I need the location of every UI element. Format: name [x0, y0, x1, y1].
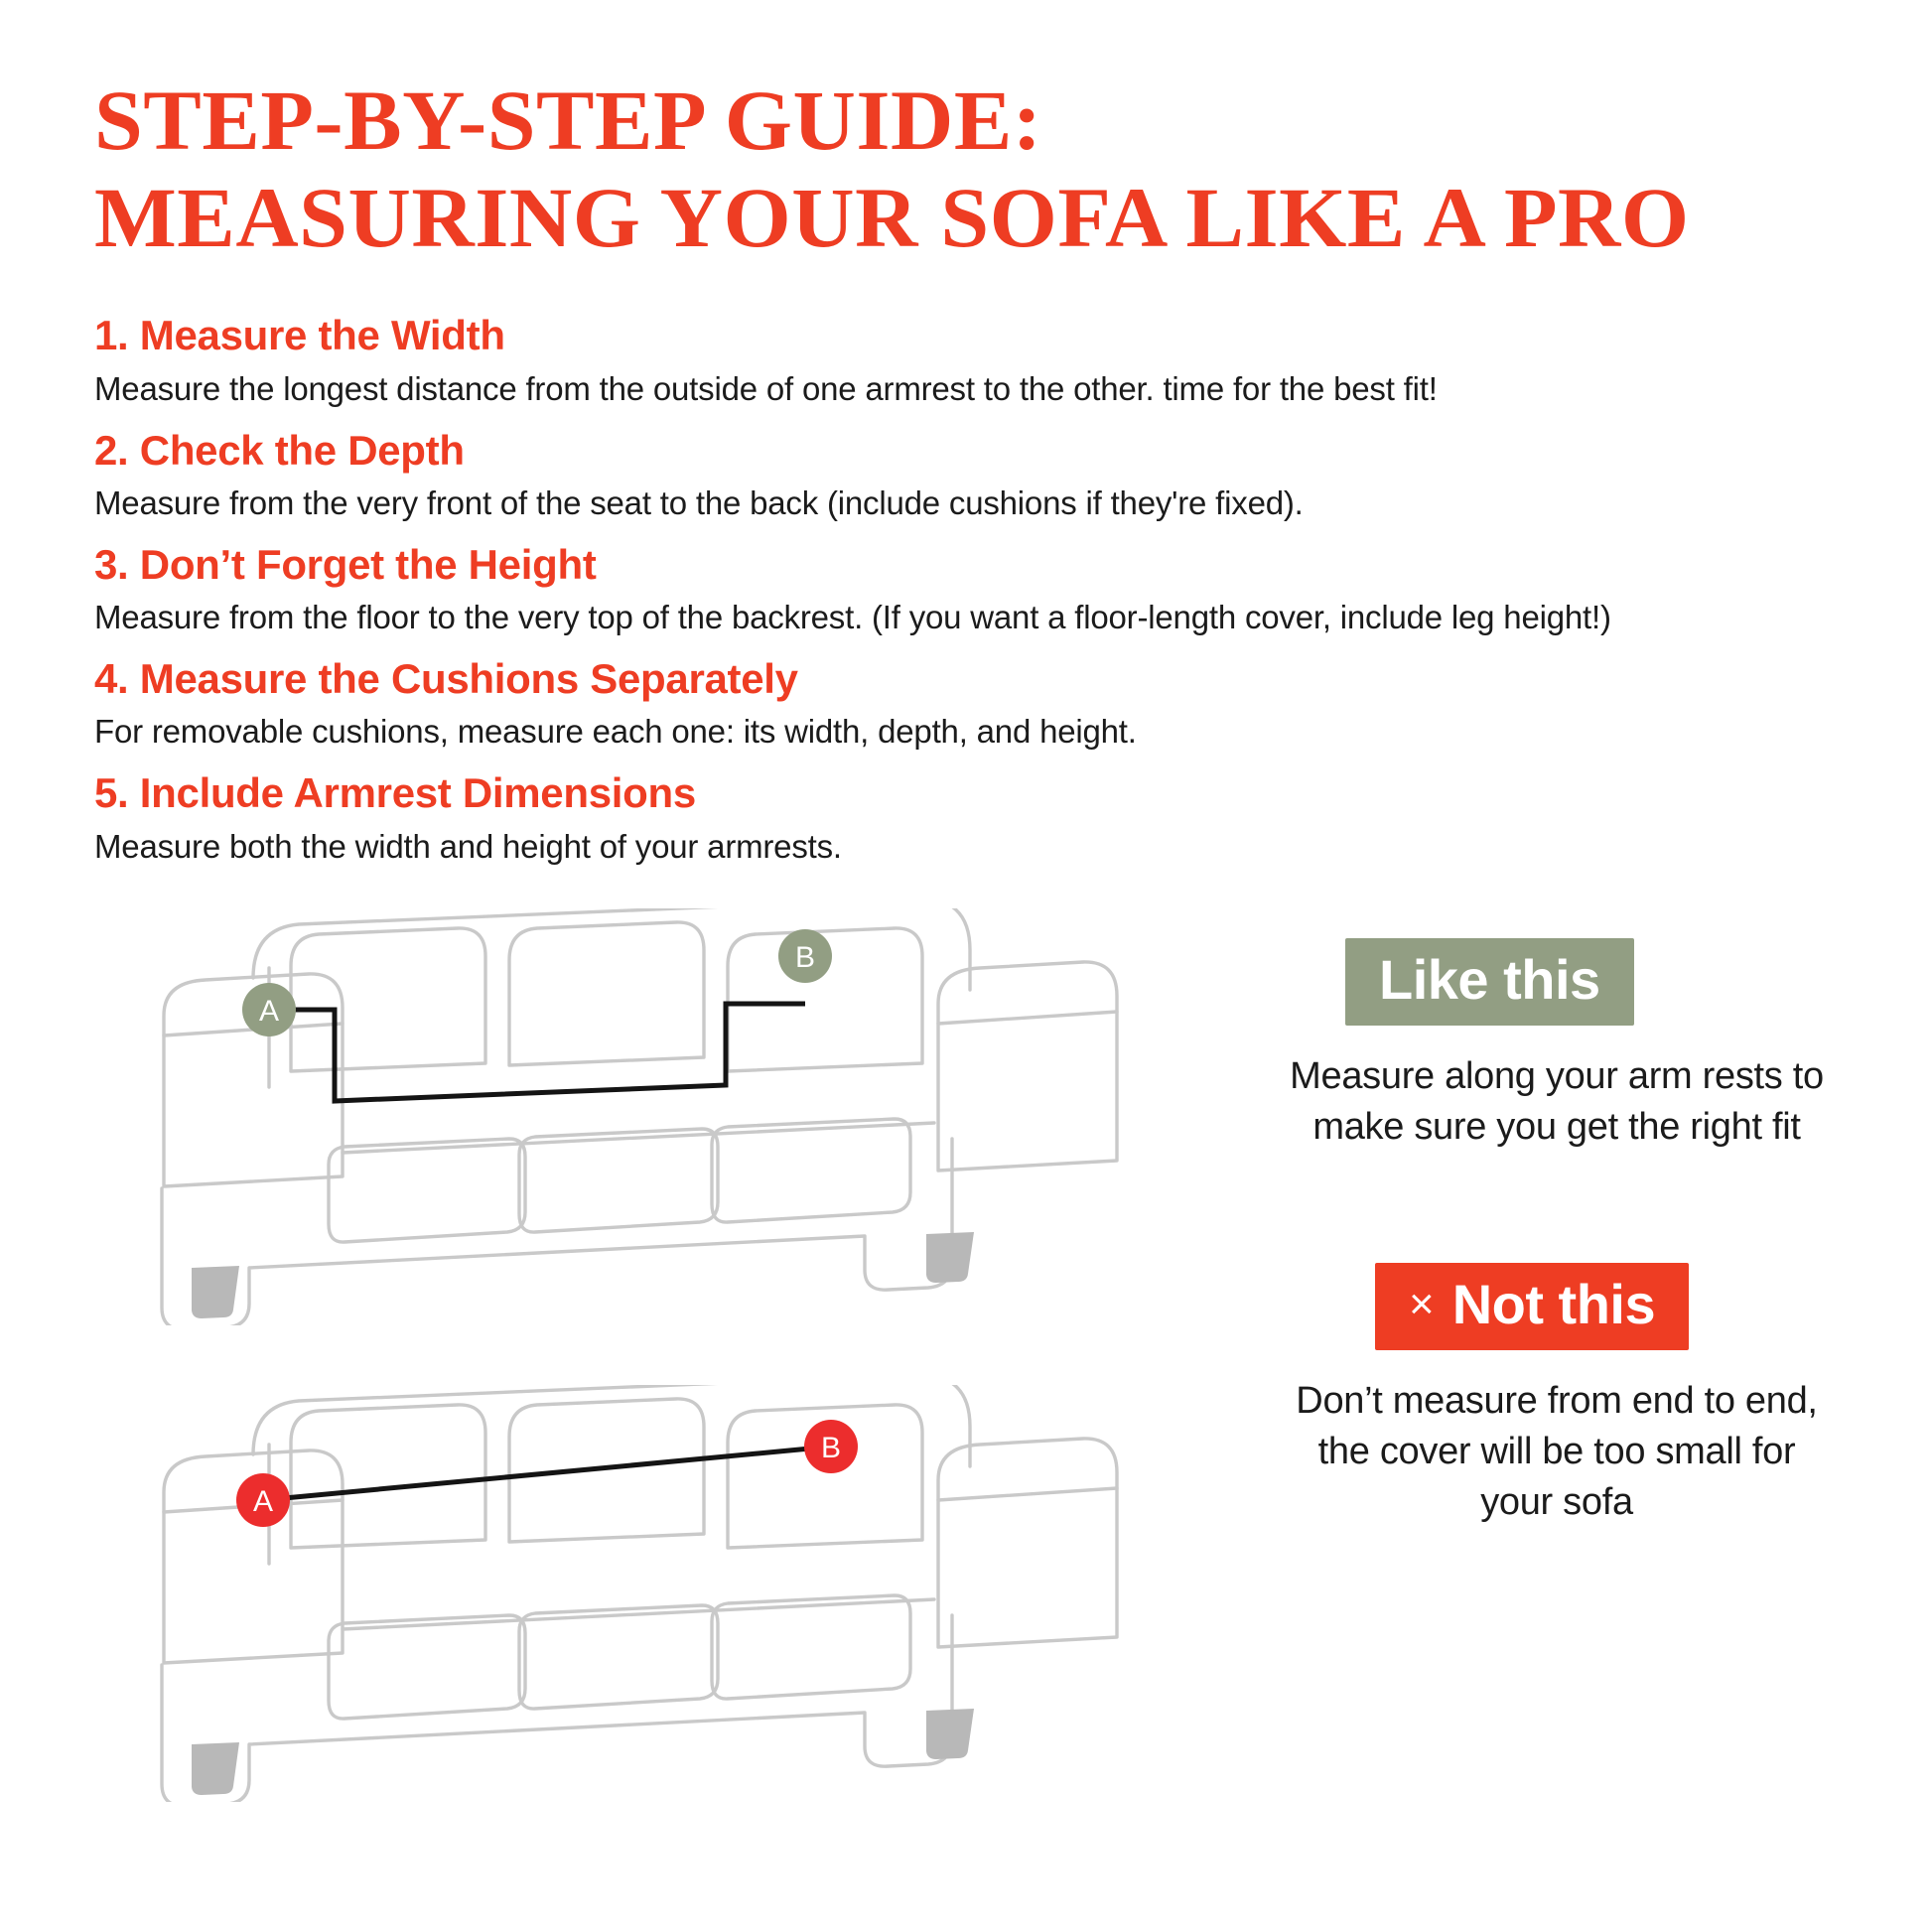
badge-not-label: Not this — [1451, 1272, 1656, 1335]
step-item — [94, 309, 1838, 411]
badge-like-label: Like this — [1379, 948, 1600, 1012]
sofa-diagrams — [94, 908, 1246, 1802]
step-heading: 1. Measure the Width — [94, 312, 505, 359]
step-item — [94, 538, 1838, 640]
step-body: Measure from the floor to the very top of the backrest. (If you want a floor-length cover, include leg height!) — [94, 599, 1611, 636]
step-body: Measure the longest distance from the outside of one armrest to the other. time for the best fit! — [94, 370, 1438, 408]
callouts-column — [1246, 908, 1838, 1802]
marker-a-label: A — [258, 995, 280, 1029]
callout-not-this — [1276, 1263, 1838, 1529]
close-icon: × — [1409, 1279, 1435, 1328]
callout-like-text: Measure along your arm rests to make sure you get the right fit — [1290, 1055, 1824, 1149]
marker-b-incorrect — [804, 1420, 858, 1473]
steps-list — [94, 309, 1838, 869]
step-body: Measure from the very front of the seat to the back (include cushions if they're fixed). — [94, 484, 1304, 522]
step-body: For removable cushions, measure each one: its width, depth, and height. — [94, 713, 1137, 751]
marker-b-correct — [778, 929, 832, 983]
marker-b-label: B — [820, 1432, 842, 1465]
page-title-line-1: STEP-BY-STEP GUIDE: — [94, 72, 1042, 168]
sofa-diagram-correct — [94, 908, 1246, 1325]
step-item — [94, 424, 1838, 526]
marker-a-label: A — [252, 1485, 274, 1519]
badge-not-this — [1375, 1263, 1689, 1350]
callout-like-this — [1276, 938, 1838, 1154]
callout-not-text: Don’t measure from end to end, the cover will be too small for your sofa — [1296, 1379, 1818, 1524]
step-item — [94, 766, 1838, 869]
step-heading: 3. Don’t Forget the Height — [94, 540, 597, 588]
step-item — [94, 652, 1838, 755]
marker-b-label: B — [794, 941, 816, 975]
step-heading: 4. Measure the Cushions Separately — [94, 654, 798, 702]
marker-a-correct — [242, 983, 296, 1036]
badge-like-this — [1345, 938, 1634, 1026]
sofa-diagram-incorrect — [94, 1385, 1246, 1802]
step-heading: 2. Check the Depth — [94, 426, 465, 474]
step-body: Measure both the width and height of your armrests. — [94, 827, 842, 865]
diagram-section — [94, 908, 1838, 1802]
marker-a-incorrect — [236, 1473, 290, 1527]
step-heading: 5. Include Armrest Dimensions — [94, 769, 696, 816]
page-title-line-2: MEASURING YOUR SOFA LIKE A PRO — [94, 169, 1690, 265]
page-title — [94, 0, 1838, 265]
